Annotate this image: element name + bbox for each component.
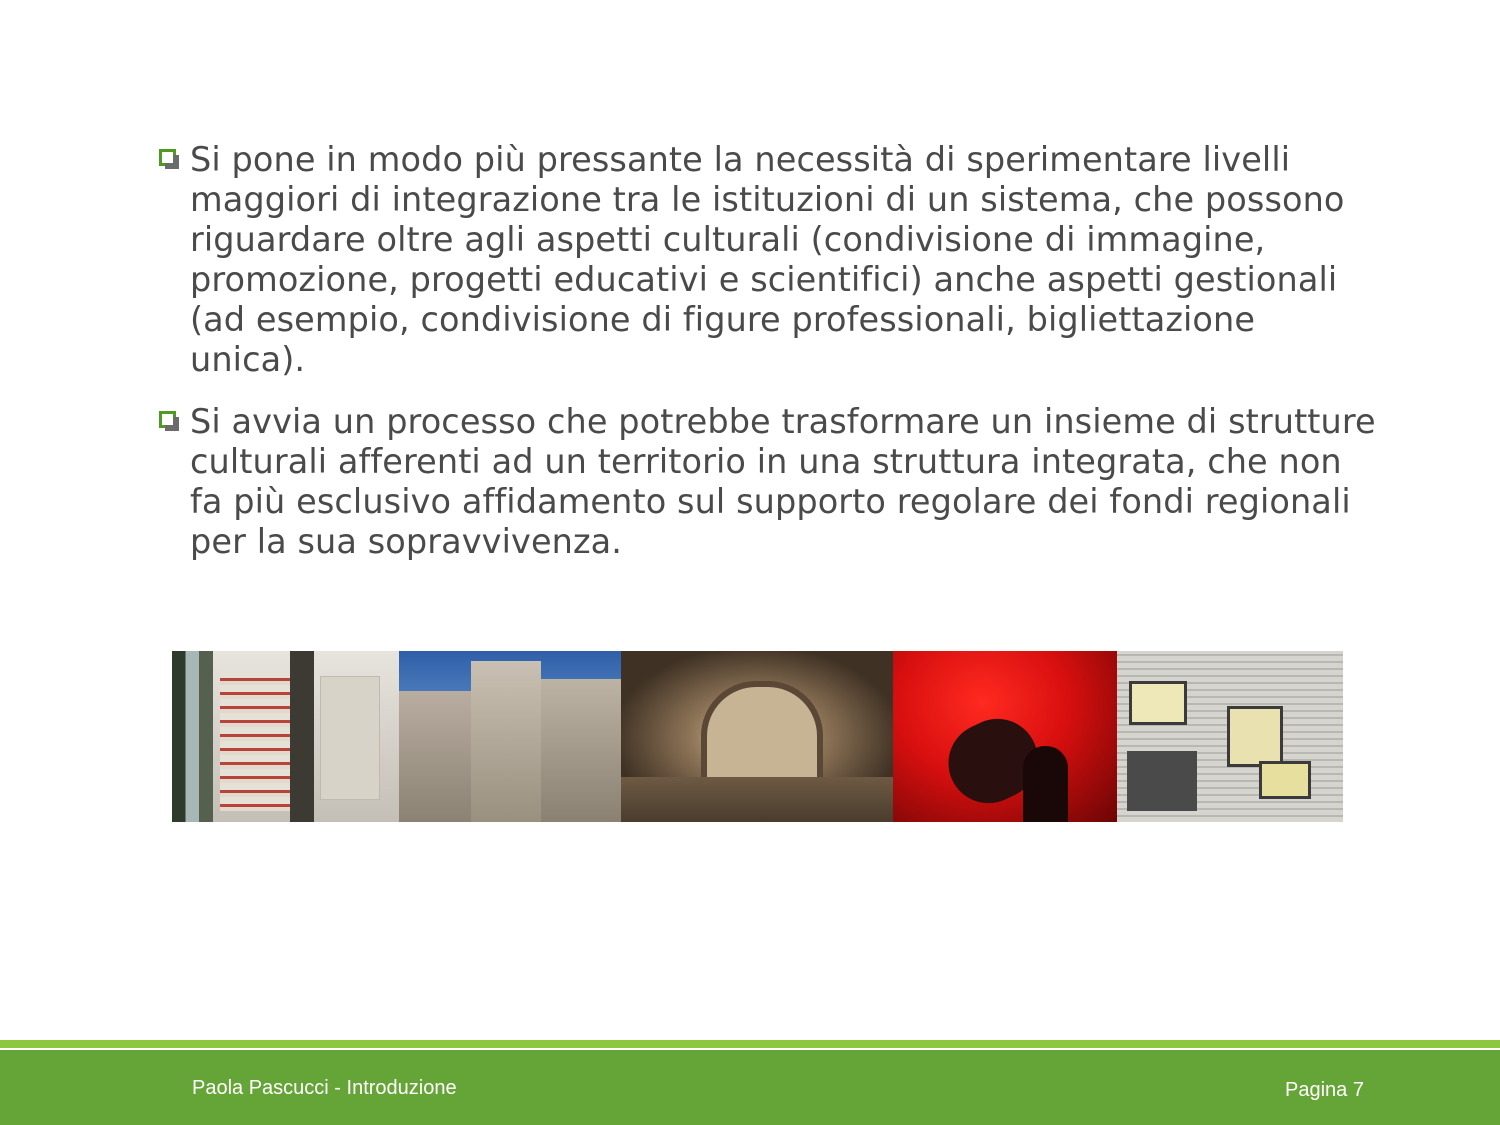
bullet-item — [156, 402, 1376, 562]
bullet-text: Si avvia un processo che potrebbe trasformare un insieme di strutture culturali afferenti ad un territorio in una struttura integrata, che non fa più esclusivo affidamento sul supporto regolare dei fondi regionali per la sua sopravvivenza. — [190, 402, 1376, 561]
checkbox-square-icon — [159, 149, 176, 166]
photo-stone-buildings — [399, 651, 621, 822]
footer-author: Paola Pascucci - Introduzione — [192, 1077, 457, 1099]
footer-bar — [0, 1050, 1500, 1125]
bullet-list — [156, 140, 1376, 584]
bullet-text: Si pone in modo più pressante la necessità di sperimentare livelli maggiori di integrazione tra le istituzioni di un sistema, che possono riguardare oltre agli aspetti culturali (condivisione di immagine, promozione, progetti educativi e scientifici) anche aspetti gestionali (ad esempio, condivisione di figure professionali, bigliettazione unica). — [190, 140, 1345, 379]
photo-red-observatory — [893, 651, 1117, 822]
photo-newspaper-exhibit — [1117, 651, 1343, 822]
photo-museum-interior — [172, 651, 399, 822]
footer-accent-line — [0, 1040, 1500, 1048]
page-number: Pagina 7 — [1285, 1079, 1364, 1101]
photo-strip — [172, 651, 1343, 822]
bullet-item — [156, 140, 1376, 380]
checkbox-square-icon — [159, 411, 176, 428]
photo-vaulted-passage — [621, 651, 893, 822]
